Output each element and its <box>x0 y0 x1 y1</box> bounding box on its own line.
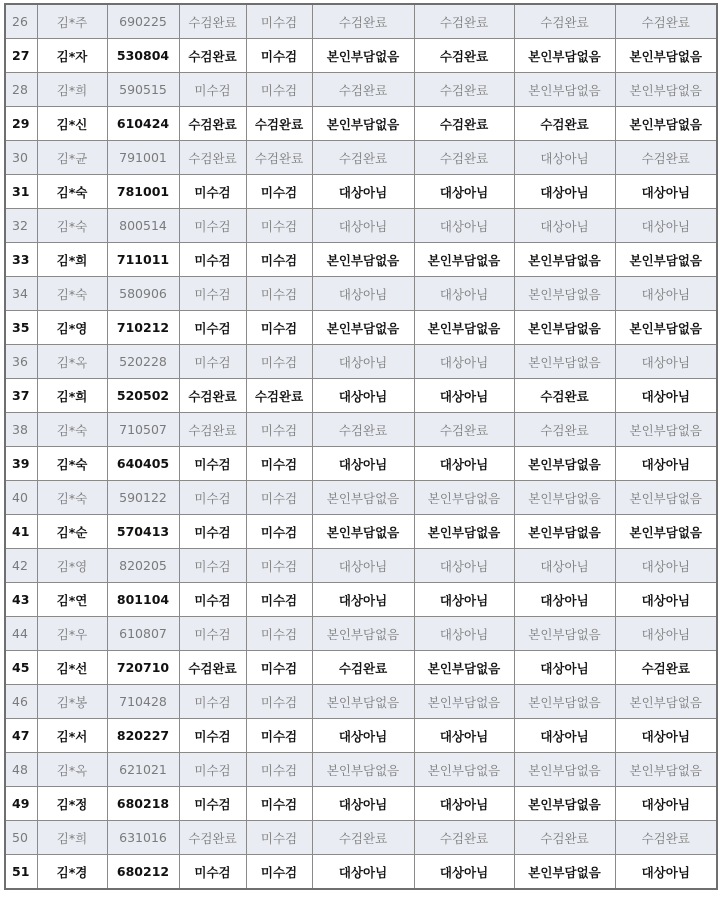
status-cell-5: 수검완료 <box>514 4 615 39</box>
table-row <box>5 447 717 481</box>
status-cell-5: 대상아님 <box>514 719 615 753</box>
status-cell-1: 미수검 <box>179 753 246 787</box>
status-cell-6: 본인부담없음 <box>615 753 717 787</box>
name-cell: 김*숙 <box>37 413 107 447</box>
status-cell-5: 본인부담없음 <box>514 243 615 277</box>
status-cell-3: 대상아님 <box>312 549 414 583</box>
status-cell-5: 본인부담없음 <box>514 345 615 379</box>
status-cell-6: 대상아님 <box>615 379 717 413</box>
status-cell-5: 본인부담없음 <box>514 787 615 821</box>
status-cell-3: 본인부담없음 <box>312 617 414 651</box>
birthdate-cell: 690225 <box>107 4 179 39</box>
name-cell: 김*숙 <box>37 209 107 243</box>
status-cell-5: 수검완료 <box>514 107 615 141</box>
status-cell-2: 미수검 <box>246 583 312 617</box>
table-row <box>5 821 717 855</box>
row-number-cell: 28 <box>5 73 37 107</box>
status-cell-5: 대상아님 <box>514 549 615 583</box>
status-cell-4: 수검완료 <box>414 39 514 73</box>
birthdate-cell: 621021 <box>107 753 179 787</box>
name-cell: 김*희 <box>37 73 107 107</box>
name-cell: 김*순 <box>37 515 107 549</box>
status-cell-2: 미수검 <box>246 243 312 277</box>
status-cell-4: 수검완료 <box>414 821 514 855</box>
status-cell-1: 미수검 <box>179 617 246 651</box>
row-number-cell: 48 <box>5 753 37 787</box>
birthdate-cell: 710507 <box>107 413 179 447</box>
status-cell-4: 수검완료 <box>414 107 514 141</box>
status-cell-4: 본인부담없음 <box>414 481 514 515</box>
status-cell-5: 수검완료 <box>514 379 615 413</box>
status-cell-3: 본인부담없음 <box>312 481 414 515</box>
status-cell-6: 대상아님 <box>615 277 717 311</box>
name-cell: 김*희 <box>37 821 107 855</box>
status-cell-5: 본인부담없음 <box>514 447 615 481</box>
birthdate-cell: 640405 <box>107 447 179 481</box>
row-number-cell: 42 <box>5 549 37 583</box>
row-number-cell: 31 <box>5 175 37 209</box>
status-cell-5: 수검완료 <box>514 413 615 447</box>
table-row <box>5 787 717 821</box>
status-cell-5: 본인부담없음 <box>514 277 615 311</box>
row-number-cell: 34 <box>5 277 37 311</box>
status-cell-6: 본인부담없음 <box>615 515 717 549</box>
name-cell: 김*주 <box>37 4 107 39</box>
status-cell-2: 미수검 <box>246 719 312 753</box>
status-cell-3: 수검완료 <box>312 651 414 685</box>
table-row <box>5 311 717 345</box>
table-row <box>5 243 717 277</box>
status-cell-4: 수검완료 <box>414 413 514 447</box>
status-cell-3: 본인부담없음 <box>312 753 414 787</box>
status-cell-6: 대상아님 <box>615 787 717 821</box>
status-cell-4: 대상아님 <box>414 617 514 651</box>
status-cell-4: 대상아님 <box>414 209 514 243</box>
status-cell-1: 미수검 <box>179 787 246 821</box>
table-row <box>5 39 717 73</box>
status-cell-3: 본인부담없음 <box>312 311 414 345</box>
name-cell: 김*희 <box>37 379 107 413</box>
status-cell-1: 미수검 <box>179 719 246 753</box>
status-cell-2: 미수검 <box>246 515 312 549</box>
status-cell-3: 수검완료 <box>312 4 414 39</box>
row-number-cell: 35 <box>5 311 37 345</box>
row-number-cell: 30 <box>5 141 37 175</box>
row-number-cell: 49 <box>5 787 37 821</box>
status-cell-6: 본인부담없음 <box>615 685 717 719</box>
status-cell-2: 미수검 <box>246 39 312 73</box>
status-cell-6: 대상아님 <box>615 583 717 617</box>
status-cell-2: 미수검 <box>246 685 312 719</box>
row-number-cell: 33 <box>5 243 37 277</box>
birthdate-cell: 711011 <box>107 243 179 277</box>
status-cell-4: 대상아님 <box>414 549 514 583</box>
status-cell-3: 대상아님 <box>312 379 414 413</box>
status-cell-6: 수검완료 <box>615 141 717 175</box>
birthdate-cell: 781001 <box>107 175 179 209</box>
status-cell-4: 대상아님 <box>414 379 514 413</box>
status-cell-1: 미수검 <box>179 311 246 345</box>
table-row <box>5 481 717 515</box>
name-cell: 김*숙 <box>37 481 107 515</box>
status-cell-3: 본인부담없음 <box>312 243 414 277</box>
table-row <box>5 685 717 719</box>
status-cell-3: 본인부담없음 <box>312 515 414 549</box>
status-cell-3: 대상아님 <box>312 175 414 209</box>
status-cell-2: 미수검 <box>246 651 312 685</box>
name-cell: 김*균 <box>37 141 107 175</box>
name-cell: 김*선 <box>37 651 107 685</box>
birthdate-cell: 610424 <box>107 107 179 141</box>
status-cell-4: 본인부담없음 <box>414 753 514 787</box>
status-cell-5: 본인부담없음 <box>514 39 615 73</box>
birthdate-cell: 680212 <box>107 855 179 890</box>
status-cell-3: 대상아님 <box>312 787 414 821</box>
status-cell-1: 수검완료 <box>179 39 246 73</box>
status-cell-4: 대상아님 <box>414 787 514 821</box>
table-row <box>5 583 717 617</box>
status-cell-1: 미수검 <box>179 345 246 379</box>
status-cell-3: 수검완료 <box>312 141 414 175</box>
table-row <box>5 515 717 549</box>
row-number-cell: 41 <box>5 515 37 549</box>
status-cell-6: 수검완료 <box>615 821 717 855</box>
status-cell-3: 대상아님 <box>312 277 414 311</box>
status-cell-6: 대상아님 <box>615 447 717 481</box>
table-row <box>5 141 717 175</box>
row-number-cell: 47 <box>5 719 37 753</box>
name-cell: 김*옥 <box>37 753 107 787</box>
status-cell-3: 수검완료 <box>312 413 414 447</box>
birthdate-cell: 820227 <box>107 719 179 753</box>
status-cell-1: 수검완료 <box>179 651 246 685</box>
birthdate-cell: 680218 <box>107 787 179 821</box>
row-number-cell: 43 <box>5 583 37 617</box>
status-cell-1: 미수검 <box>179 209 246 243</box>
status-cell-5: 본인부담없음 <box>514 753 615 787</box>
row-number-cell: 32 <box>5 209 37 243</box>
status-cell-1: 수검완료 <box>179 821 246 855</box>
name-cell: 김*희 <box>37 243 107 277</box>
status-cell-3: 대상아님 <box>312 447 414 481</box>
birthdate-cell: 710212 <box>107 311 179 345</box>
status-cell-2: 미수검 <box>246 549 312 583</box>
status-cell-6: 본인부담없음 <box>615 481 717 515</box>
birthdate-cell: 801104 <box>107 583 179 617</box>
status-cell-2: 미수검 <box>246 787 312 821</box>
table-row <box>5 379 717 413</box>
status-cell-2: 미수검 <box>246 617 312 651</box>
table-row <box>5 209 717 243</box>
status-cell-4: 수검완료 <box>414 141 514 175</box>
table-row <box>5 107 717 141</box>
birthdate-cell: 520502 <box>107 379 179 413</box>
row-number-cell: 36 <box>5 345 37 379</box>
table-row <box>5 719 717 753</box>
name-cell: 김*영 <box>37 549 107 583</box>
status-cell-2: 미수검 <box>246 277 312 311</box>
status-cell-6: 본인부담없음 <box>615 243 717 277</box>
status-cell-1: 수검완료 <box>179 413 246 447</box>
status-cell-5: 본인부담없음 <box>514 685 615 719</box>
table-row <box>5 855 717 890</box>
status-cell-3: 본인부담없음 <box>312 685 414 719</box>
status-cell-2: 미수검 <box>246 209 312 243</box>
status-cell-6: 대상아님 <box>615 345 717 379</box>
status-cell-4: 대상아님 <box>414 583 514 617</box>
status-cell-2: 미수검 <box>246 175 312 209</box>
status-cell-6: 수검완료 <box>615 4 717 39</box>
name-cell: 김*숙 <box>37 447 107 481</box>
screening-table-container <box>4 3 718 890</box>
status-cell-5: 본인부담없음 <box>514 515 615 549</box>
birthdate-cell: 520228 <box>107 345 179 379</box>
name-cell: 김*경 <box>37 855 107 890</box>
status-cell-6: 본인부담없음 <box>615 311 717 345</box>
status-cell-3: 본인부담없음 <box>312 107 414 141</box>
status-cell-3: 본인부담없음 <box>312 39 414 73</box>
status-cell-2: 미수검 <box>246 855 312 890</box>
status-cell-6: 본인부담없음 <box>615 39 717 73</box>
status-cell-5: 본인부담없음 <box>514 855 615 890</box>
table-row <box>5 4 717 39</box>
name-cell: 김*봉 <box>37 685 107 719</box>
status-cell-3: 수검완료 <box>312 73 414 107</box>
table-row <box>5 753 717 787</box>
status-cell-1: 수검완료 <box>179 107 246 141</box>
status-cell-1: 미수검 <box>179 447 246 481</box>
birthdate-cell: 530804 <box>107 39 179 73</box>
status-cell-1: 미수검 <box>179 243 246 277</box>
status-cell-2: 수검완료 <box>246 379 312 413</box>
status-cell-3: 대상아님 <box>312 719 414 753</box>
status-cell-2: 미수검 <box>246 4 312 39</box>
status-cell-1: 미수검 <box>179 855 246 890</box>
name-cell: 김*숙 <box>37 175 107 209</box>
birthdate-cell: 791001 <box>107 141 179 175</box>
status-cell-5: 대상아님 <box>514 209 615 243</box>
row-number-cell: 27 <box>5 39 37 73</box>
table-row <box>5 277 717 311</box>
status-cell-1: 미수검 <box>179 685 246 719</box>
status-cell-1: 수검완료 <box>179 141 246 175</box>
row-number-cell: 29 <box>5 107 37 141</box>
table-row <box>5 549 717 583</box>
status-cell-2: 미수검 <box>246 311 312 345</box>
row-number-cell: 39 <box>5 447 37 481</box>
status-cell-6: 대상아님 <box>615 719 717 753</box>
status-cell-5: 대상아님 <box>514 175 615 209</box>
status-cell-1: 미수검 <box>179 583 246 617</box>
status-cell-2: 수검완료 <box>246 141 312 175</box>
birthdate-cell: 710428 <box>107 685 179 719</box>
row-number-cell: 45 <box>5 651 37 685</box>
status-cell-3: 수검완료 <box>312 821 414 855</box>
status-cell-4: 대상아님 <box>414 447 514 481</box>
status-cell-6: 수검완료 <box>615 651 717 685</box>
row-number-cell: 46 <box>5 685 37 719</box>
status-cell-2: 미수검 <box>246 753 312 787</box>
status-cell-2: 미수검 <box>246 447 312 481</box>
status-cell-3: 대상아님 <box>312 855 414 890</box>
status-cell-1: 수검완료 <box>179 379 246 413</box>
status-cell-4: 대상아님 <box>414 855 514 890</box>
status-cell-2: 미수검 <box>246 345 312 379</box>
row-number-cell: 40 <box>5 481 37 515</box>
status-cell-2: 미수검 <box>246 73 312 107</box>
status-cell-5: 본인부담없음 <box>514 617 615 651</box>
status-cell-6: 대상아님 <box>615 175 717 209</box>
status-cell-1: 미수검 <box>179 549 246 583</box>
status-cell-4: 수검완료 <box>414 4 514 39</box>
table-row <box>5 345 717 379</box>
birthdate-cell: 800514 <box>107 209 179 243</box>
row-number-cell: 26 <box>5 4 37 39</box>
row-number-cell: 44 <box>5 617 37 651</box>
row-number-cell: 51 <box>5 855 37 890</box>
name-cell: 김*연 <box>37 583 107 617</box>
status-cell-6: 본인부담없음 <box>615 107 717 141</box>
name-cell: 김*서 <box>37 719 107 753</box>
birthdate-cell: 590122 <box>107 481 179 515</box>
status-cell-3: 대상아님 <box>312 345 414 379</box>
status-cell-6: 대상아님 <box>615 209 717 243</box>
table-row <box>5 651 717 685</box>
status-cell-4: 대상아님 <box>414 277 514 311</box>
table-body <box>5 4 717 889</box>
name-cell: 김*우 <box>37 617 107 651</box>
birthdate-cell: 570413 <box>107 515 179 549</box>
status-cell-4: 본인부담없음 <box>414 651 514 685</box>
status-cell-2: 미수검 <box>246 481 312 515</box>
status-cell-1: 미수검 <box>179 73 246 107</box>
status-cell-1: 미수검 <box>179 515 246 549</box>
birthdate-cell: 610807 <box>107 617 179 651</box>
status-cell-3: 대상아님 <box>312 583 414 617</box>
status-cell-4: 본인부담없음 <box>414 685 514 719</box>
status-cell-1: 미수검 <box>179 481 246 515</box>
status-cell-6: 본인부담없음 <box>615 73 717 107</box>
status-cell-4: 대상아님 <box>414 345 514 379</box>
row-number-cell: 38 <box>5 413 37 447</box>
birthdate-cell: 720710 <box>107 651 179 685</box>
status-cell-6: 대상아님 <box>615 855 717 890</box>
status-cell-6: 대상아님 <box>615 549 717 583</box>
name-cell: 김*숙 <box>37 277 107 311</box>
table-row <box>5 175 717 209</box>
status-cell-1: 수검완료 <box>179 4 246 39</box>
status-cell-5: 대상아님 <box>514 141 615 175</box>
status-cell-5: 대상아님 <box>514 583 615 617</box>
status-cell-1: 미수검 <box>179 277 246 311</box>
row-number-cell: 37 <box>5 379 37 413</box>
status-cell-5: 본인부담없음 <box>514 73 615 107</box>
status-cell-4: 본인부담없음 <box>414 311 514 345</box>
status-cell-3: 대상아님 <box>312 209 414 243</box>
name-cell: 김*정 <box>37 787 107 821</box>
name-cell: 김*옥 <box>37 345 107 379</box>
name-cell: 김*자 <box>37 39 107 73</box>
status-cell-4: 대상아님 <box>414 175 514 209</box>
status-cell-4: 본인부담없음 <box>414 515 514 549</box>
screening-status-table <box>4 3 718 890</box>
status-cell-5: 본인부담없음 <box>514 481 615 515</box>
table-row <box>5 413 717 447</box>
status-cell-4: 대상아님 <box>414 719 514 753</box>
status-cell-2: 수검완료 <box>246 107 312 141</box>
table-row <box>5 73 717 107</box>
status-cell-5: 수검완료 <box>514 821 615 855</box>
status-cell-5: 대상아님 <box>514 651 615 685</box>
name-cell: 김*신 <box>37 107 107 141</box>
status-cell-4: 본인부담없음 <box>414 243 514 277</box>
birthdate-cell: 820205 <box>107 549 179 583</box>
name-cell: 김*영 <box>37 311 107 345</box>
status-cell-1: 미수검 <box>179 175 246 209</box>
birthdate-cell: 590515 <box>107 73 179 107</box>
row-number-cell: 50 <box>5 821 37 855</box>
birthdate-cell: 580906 <box>107 277 179 311</box>
status-cell-2: 미수검 <box>246 413 312 447</box>
status-cell-2: 미수검 <box>246 821 312 855</box>
birthdate-cell: 631016 <box>107 821 179 855</box>
status-cell-4: 수검완료 <box>414 73 514 107</box>
table-row <box>5 617 717 651</box>
status-cell-6: 대상아님 <box>615 617 717 651</box>
status-cell-5: 본인부담없음 <box>514 311 615 345</box>
status-cell-6: 본인부담없음 <box>615 413 717 447</box>
